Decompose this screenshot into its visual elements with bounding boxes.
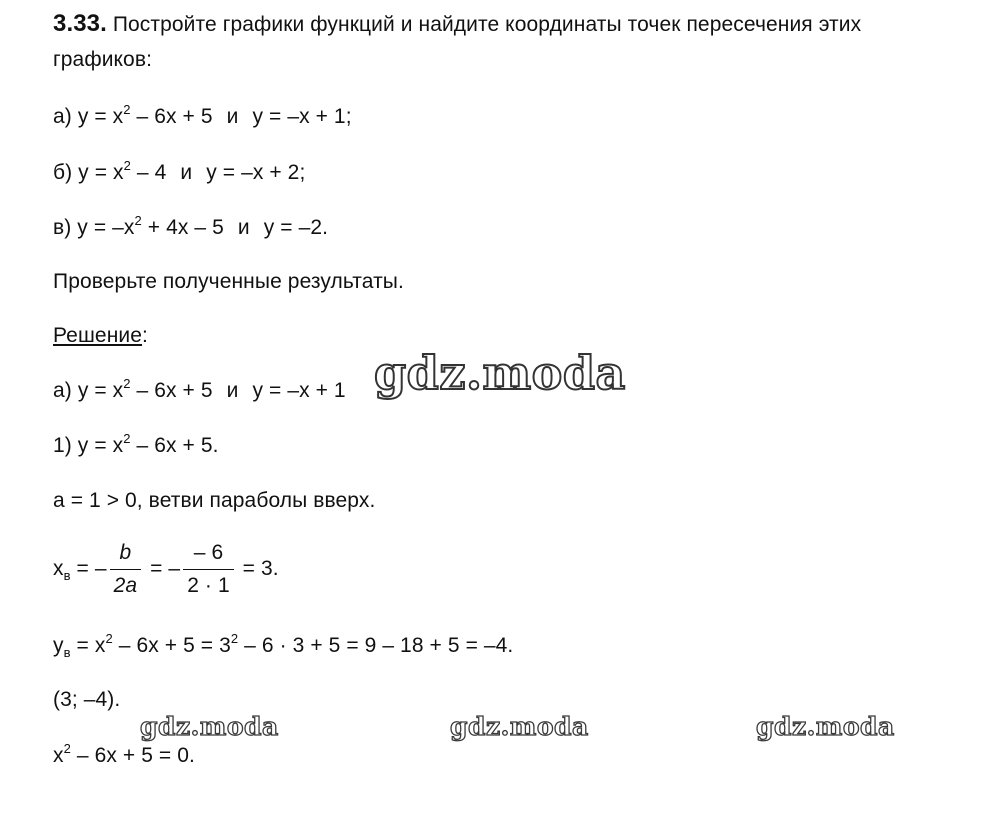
fraction-minus6-over-2x1 bbox=[183, 540, 234, 599]
yv-sub: в bbox=[63, 645, 71, 661]
vertex-point bbox=[53, 686, 120, 714]
frac2-numerator: – 6 bbox=[193, 541, 224, 564]
watermark-small-right: gdz.moda bbox=[756, 712, 895, 741]
item-a-f1-rest: – 6x + 5 bbox=[130, 105, 213, 128]
problem-number: 3.33. bbox=[53, 10, 107, 37]
vertex-text: (3; –4). bbox=[53, 688, 121, 711]
solution-part-a-label: а) bbox=[53, 379, 72, 402]
item-c bbox=[53, 214, 328, 242]
item-c-f2: y = –2. bbox=[263, 216, 329, 239]
watermark-main: gdz.moda bbox=[374, 346, 626, 400]
solution-part-a-f2: y = –x + 1 bbox=[252, 379, 346, 402]
solution-part-a-exp: 2 bbox=[123, 376, 131, 391]
item-b-f1-rest: – 4 bbox=[130, 161, 167, 184]
check-text: Проверьте полученные результаты. bbox=[53, 270, 404, 293]
problem-text-line2-text: графиков: bbox=[53, 48, 153, 71]
check-instruction bbox=[53, 268, 404, 296]
yv-pre: = x bbox=[70, 634, 106, 657]
item-c-conj: и bbox=[237, 216, 250, 239]
watermark-small-center: gdz.moda bbox=[450, 712, 589, 741]
item-b bbox=[53, 159, 305, 187]
item-b-f2: y = –x + 2; bbox=[206, 161, 306, 184]
item-b-label: б) bbox=[53, 161, 73, 184]
xv-eq2: = – bbox=[144, 557, 181, 581]
item-c-exp: 2 bbox=[134, 213, 142, 228]
solution-part-a-conj: и bbox=[226, 379, 239, 402]
item-c-f1-rest: + 4x – 5 bbox=[141, 216, 224, 239]
problem-text-line2 bbox=[53, 46, 152, 74]
xv-sub: в bbox=[63, 568, 71, 584]
solution-heading bbox=[53, 322, 148, 350]
solution-heading-colon: : bbox=[142, 324, 148, 347]
fraction-b-over-2a bbox=[110, 540, 142, 599]
quadratic-equation bbox=[53, 742, 195, 770]
solution-part-a-f1-rest: – 6x + 5 bbox=[130, 379, 213, 402]
yv-post: – 6 · 3 + 5 = 9 – 18 + 5 = –4. bbox=[238, 634, 514, 657]
xv-result: = 3. bbox=[236, 557, 279, 581]
solution-step1 bbox=[53, 432, 219, 460]
equation-x: x bbox=[53, 744, 64, 767]
problem-statement bbox=[53, 10, 861, 39]
item-a-exp: 2 bbox=[123, 102, 131, 117]
item-b-conj: и bbox=[180, 161, 193, 184]
yv-exp2: 2 bbox=[230, 631, 239, 646]
step1-text: 1) y = x bbox=[53, 434, 124, 457]
step1-rest: – 6x + 5. bbox=[130, 434, 219, 457]
item-a-conj: и bbox=[226, 105, 239, 128]
yv-mid: – 6x + 5 = 3 bbox=[112, 634, 231, 657]
yv-exp1: 2 bbox=[105, 631, 113, 646]
yv-lhs: y bbox=[53, 634, 64, 657]
step1-exp: 2 bbox=[123, 431, 131, 446]
branches-text: a = 1 > 0, ветви параболы вверх. bbox=[53, 489, 376, 512]
item-c-label: в) bbox=[53, 216, 72, 239]
item-a-f1: y = x bbox=[77, 105, 124, 128]
xv-eq1: = – bbox=[70, 557, 107, 581]
item-a-label: а) bbox=[53, 105, 72, 128]
vertex-x-formula bbox=[53, 540, 279, 599]
problem-text-line1: Постройте графики функций и найдите координаты точек пересечения этих bbox=[112, 13, 862, 36]
equation-exp: 2 bbox=[63, 741, 71, 756]
frac1-numerator: b bbox=[119, 541, 132, 564]
frac1-denominator: 2a bbox=[110, 569, 142, 599]
solution-heading-text: Решение bbox=[53, 324, 142, 347]
item-a bbox=[53, 103, 352, 131]
vertex-y-formula bbox=[53, 632, 513, 667]
watermark-small-left: gdz.moda bbox=[140, 712, 279, 741]
solution-branches bbox=[53, 487, 375, 515]
frac2-denominator: 2 · 1 bbox=[183, 569, 234, 599]
item-b-f1: y = x bbox=[78, 161, 124, 184]
equation-rest: – 6x + 5 = 0. bbox=[70, 744, 195, 767]
solution-part-a bbox=[53, 377, 346, 405]
item-a-f2: y = –x + 1; bbox=[252, 105, 352, 128]
solution-part-a-f1: y = x bbox=[77, 379, 124, 402]
item-c-f1: y = –x bbox=[77, 216, 135, 239]
xv-lhs: x bbox=[53, 557, 64, 581]
item-b-exp: 2 bbox=[123, 158, 131, 173]
